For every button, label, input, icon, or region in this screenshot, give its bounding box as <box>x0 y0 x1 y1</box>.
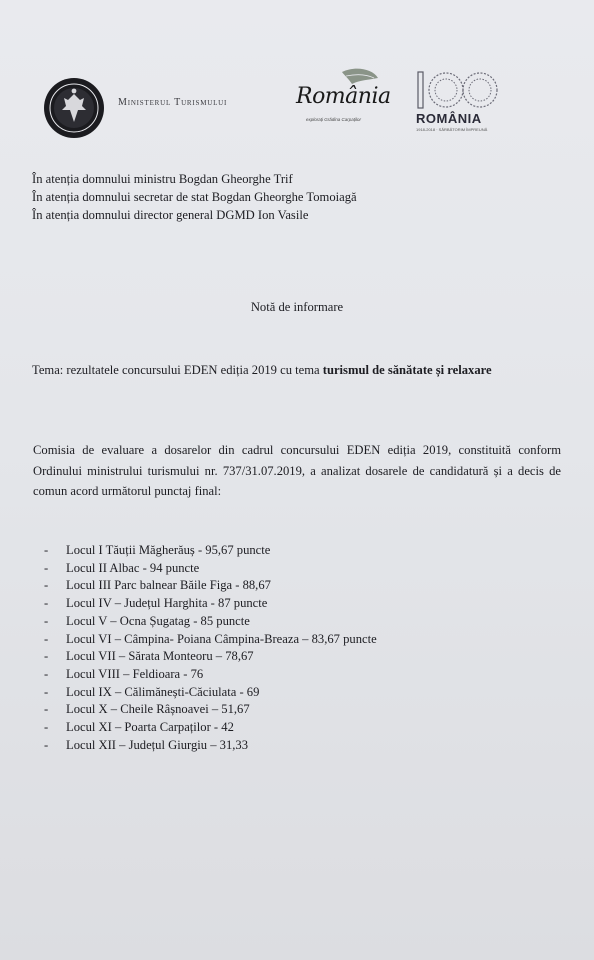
brand-wordmark: România <box>296 84 391 109</box>
result-text: Locul VIII – Feldioara - 76 <box>66 666 204 681</box>
theme-prefix: Tema: rezultatele concursului EDEN ediția 2019 cu tema <box>32 363 323 377</box>
list-bullet: - <box>44 737 49 752</box>
list-item <box>44 560 377 578</box>
addressee-line: În atenția domnului ministru Bogdan Gheorghe Trif <box>32 172 293 186</box>
brand-tagline: explorați Grădina Carpaților <box>306 117 362 122</box>
list-bullet: - <box>44 613 49 628</box>
list-item <box>44 666 377 684</box>
addressee-line: În atenția domnului secretar de stat Bogdan Gheorghe Tomoiagă <box>32 190 357 204</box>
result-text: Locul I Tăuții Măgherăuș - 95,67 puncte <box>66 543 271 557</box>
result-text: Locul IX – Călimănești-Căciulata - 69 <box>66 684 260 699</box>
list-bullet: - <box>44 560 49 575</box>
result-text: Locul XI – Poarta Carpaților - 42 <box>66 720 234 735</box>
result-text: Locul VII – Sărata Monteoru – 78,67 <box>66 649 254 664</box>
letterhead <box>0 0 594 140</box>
list-item <box>44 737 377 755</box>
list-bullet: - <box>44 666 49 681</box>
ministry-name: Ministerul Turismului <box>118 97 228 108</box>
result-text: Locul III Parc balnear Băile Figa - 88,67 <box>66 578 271 593</box>
centenary-wordmark: ROMÂNIA <box>416 111 482 126</box>
result-text: Locul X – Cheile Râșnoavei – 51,67 <box>66 702 250 717</box>
list-item <box>44 684 377 702</box>
list-bullet: - <box>44 543 49 557</box>
list-bullet: - <box>44 596 49 611</box>
theme-topic: turismul de sănătate și relaxare <box>322 363 492 377</box>
list-item <box>44 595 377 613</box>
addressee-block <box>32 170 357 224</box>
list-bullet: - <box>44 631 49 646</box>
result-text: Locul IV – Județul Harghita - 87 puncte <box>66 596 268 611</box>
result-text: Locul II Albac - 94 puncte <box>66 560 200 575</box>
list-item <box>44 701 377 719</box>
list-item <box>44 719 377 737</box>
list-item <box>44 648 377 666</box>
list-item <box>44 542 377 560</box>
government-seal-icon <box>42 76 106 140</box>
document-title: Notă de informare <box>250 300 344 314</box>
result-text: Locul V – Ocna Șugatag - 85 puncte <box>66 613 250 628</box>
list-bullet: - <box>44 702 49 717</box>
list-item <box>44 613 377 631</box>
list-bullet: - <box>44 649 49 664</box>
list-bullet: - <box>44 684 49 699</box>
list-bullet: - <box>44 720 49 735</box>
addressee-line: În atenția domnului director general DGMD Ion Vasile <box>32 208 309 222</box>
list-item <box>44 631 377 649</box>
centenary-tagline: 1918-2018 · SĂRBĂTORIM ÎMPREUNĂ <box>416 127 488 132</box>
result-text: Locul XII – Județul Giurgiu – 31,33 <box>66 737 249 752</box>
results-list <box>44 542 377 754</box>
result-text: Locul VI – Câmpina- Poiana Câmpina-Breaza – 83,67 puncte <box>66 631 377 646</box>
list-bullet: - <box>44 578 49 593</box>
document-theme <box>32 361 562 380</box>
intro-paragraph: Comisia de evaluare a dosarelor din cadrul concursului EDEN ediția 2019, constituită conform Ordinului ministrului turismului nr. 737/31.07.2019, a analizat dosarele de candidatură și a decis de comun acord următorul punctaj final: <box>33 443 561 498</box>
list-item <box>44 577 377 595</box>
